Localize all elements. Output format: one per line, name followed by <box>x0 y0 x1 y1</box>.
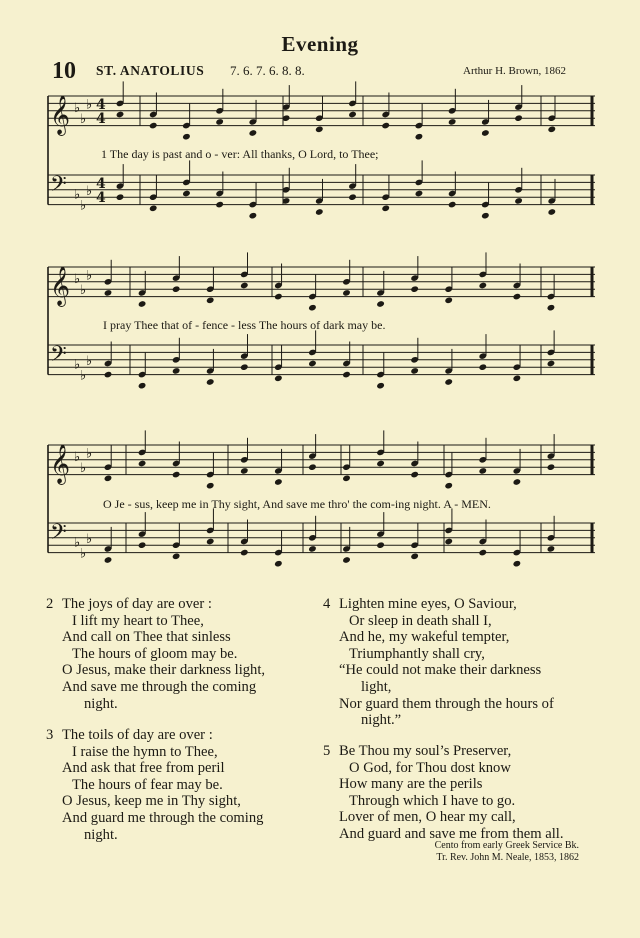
verse-line: Or sleep in death shall I, <box>349 612 492 629</box>
note-head <box>547 208 556 216</box>
note-head <box>308 463 317 471</box>
note-head <box>415 133 424 141</box>
verse-line: I lift my heart to Thee, <box>72 612 204 629</box>
note-head <box>249 129 258 137</box>
note-head <box>448 201 457 209</box>
verse-line: Nor guard them through the hours of <box>339 695 554 712</box>
note-head <box>342 556 351 564</box>
verse-5 <box>323 743 564 843</box>
note-head <box>116 111 125 119</box>
note-head <box>149 205 158 213</box>
note-head <box>149 122 158 130</box>
verse-line: And guard and save me from them all. <box>339 825 564 842</box>
note-head <box>342 475 351 483</box>
verse-line: The hours of fear may be. <box>72 776 223 793</box>
verse-2 <box>46 596 266 712</box>
verse-line: O Jesus, keep me in Thy sight, <box>62 793 241 810</box>
note-head <box>240 467 249 475</box>
verse-line: How many are the perils <box>339 776 483 793</box>
note-head <box>104 475 113 483</box>
note-head <box>138 382 147 390</box>
note-head <box>138 460 147 468</box>
verse-line: And ask that free from peril <box>62 760 225 777</box>
verse-number: 3 <box>46 727 54 743</box>
verse-line: And save me through the coming <box>62 678 257 695</box>
note-head <box>206 482 215 490</box>
verse-line: night.” <box>361 712 402 729</box>
note-head <box>206 538 215 546</box>
note-head <box>415 190 424 198</box>
note-head <box>348 193 357 201</box>
flat-sign: ♭ <box>80 283 87 299</box>
note-head <box>513 293 522 301</box>
treble-clef: 𝄞 <box>50 444 71 484</box>
verse-line: Triumphantly shall cry, <box>349 645 485 662</box>
note-head <box>138 300 147 308</box>
verse-line: Lover of men, O hear my call, <box>339 809 516 826</box>
note-head <box>240 363 249 371</box>
note-head <box>547 545 556 553</box>
note-head <box>381 122 390 130</box>
flat-sign: ♭ <box>80 368 87 384</box>
music-lyric-line-1: 1 The day is past and o - ver: All thanks, O Lord, to Thee; <box>101 147 379 161</box>
note-head <box>308 360 317 368</box>
verse-line: O God, for Thou dost know <box>349 759 511 776</box>
note-head <box>172 285 181 293</box>
page-title: Evening <box>281 32 359 56</box>
note-head <box>308 304 317 312</box>
note-head <box>444 378 453 386</box>
composer-credit: Arthur H. Brown, 1862 <box>463 65 566 77</box>
note-head <box>376 541 385 549</box>
flat-sign: ♭ <box>80 546 87 562</box>
time-signature: 4 <box>96 176 106 192</box>
flat-sign: ♭ <box>74 450 81 466</box>
note-head <box>478 549 487 557</box>
note-head <box>240 282 249 290</box>
note-head <box>514 197 523 205</box>
note-head <box>513 478 522 486</box>
bass-clef: 𝄢 <box>50 520 67 550</box>
flat-sign: ♭ <box>74 187 81 203</box>
note-head <box>478 282 487 290</box>
note-head <box>249 212 258 220</box>
note-head <box>215 201 224 209</box>
music-lyric-line-2: I pray Thee that of - fence - less The hours of dark may be. <box>103 318 386 332</box>
note-head <box>308 545 317 553</box>
verse-number: 2 <box>46 596 54 612</box>
note-head <box>513 560 522 568</box>
meter: 7. 6. 7. 6. 8. 8. <box>230 63 305 78</box>
note-head <box>547 126 556 134</box>
verse-number: 4 <box>323 596 331 612</box>
note-head <box>182 190 191 198</box>
note-head <box>315 126 324 134</box>
note-head <box>215 118 224 126</box>
note-head <box>410 471 419 479</box>
hymn-number: 10 <box>52 58 76 84</box>
verse-line: Be Thou my soul’s Preserver, <box>339 743 512 759</box>
note-head <box>478 363 487 371</box>
treble-clef: 𝄞 <box>50 266 71 306</box>
note-head <box>315 208 324 216</box>
credit-line: Tr. Rev. John M. Neale, 1853, 1862 <box>436 852 579 863</box>
verse-line: Through which I have to go. <box>349 792 516 809</box>
verse-line: O Jesus, make their darkness light, <box>62 662 266 679</box>
flat-sign: ♭ <box>74 101 81 117</box>
verse-line: light, <box>361 678 392 695</box>
note-head <box>478 467 487 475</box>
credit-line: Cento from early Greek Service Bk. <box>434 840 579 851</box>
note-head <box>444 482 453 490</box>
flat-sign: ♭ <box>86 97 93 113</box>
tune-name: ST. ANATOLIUS <box>96 63 205 78</box>
note-head <box>104 556 113 564</box>
treble-clef: 𝄞 <box>50 95 71 135</box>
flat-sign: ♭ <box>86 268 93 284</box>
flat-sign: ♭ <box>80 112 87 128</box>
note-head <box>547 304 556 312</box>
note-head <box>172 367 181 375</box>
note-head <box>172 553 181 561</box>
note-head <box>104 371 113 379</box>
verse-number: 5 <box>323 743 331 759</box>
note-head <box>410 553 419 561</box>
verse-line: The toils of day are over : <box>62 727 213 743</box>
note-head <box>348 111 357 119</box>
note-head <box>481 212 490 220</box>
time-signature: 4 <box>96 97 106 113</box>
flat-sign: ♭ <box>74 357 81 373</box>
note-head <box>547 463 556 471</box>
flat-sign: ♭ <box>80 461 87 477</box>
verse-line: And call on Thee that sinless <box>62 629 231 646</box>
note-head <box>104 289 113 297</box>
note-head <box>274 293 283 301</box>
note-head <box>448 118 457 126</box>
note-head <box>410 285 419 293</box>
verse-line: I raise the hymn to Thee, <box>72 743 218 760</box>
verse-line: night. <box>84 826 118 843</box>
note-head <box>206 378 215 386</box>
flat-sign: ♭ <box>86 531 93 547</box>
note-head <box>381 205 390 213</box>
note-head <box>206 297 215 305</box>
note-head <box>274 478 283 486</box>
verse-line: And guard me through the coming <box>62 809 264 826</box>
note-head <box>342 371 351 379</box>
flat-sign: ♭ <box>86 353 93 369</box>
note-head <box>514 114 523 122</box>
flat-sign: ♭ <box>74 535 81 551</box>
note-head <box>444 297 453 305</box>
time-signature: 4 <box>96 190 106 206</box>
note-head <box>138 541 147 549</box>
verse-4 <box>323 596 554 729</box>
note-head <box>410 367 419 375</box>
note-head <box>376 382 385 390</box>
note-head <box>376 460 385 468</box>
note-head <box>274 375 283 383</box>
note-head <box>547 360 556 368</box>
verse-line: And he, my wakeful tempter, <box>339 629 510 646</box>
verse-line: Lighten mine eyes, O Saviour, <box>339 596 517 612</box>
note-head <box>342 289 351 297</box>
note-head <box>274 560 283 568</box>
verse-line: night. <box>84 695 118 712</box>
verse-line: The joys of day are over : <box>62 596 212 612</box>
note-head <box>172 471 181 479</box>
music-lyric-line-3: O Je - sus, keep me in Thy sight, And save me thro' the com-ing night. A - MEN. <box>103 497 491 511</box>
note-head <box>513 375 522 383</box>
bass-clef: 𝄢 <box>50 172 67 202</box>
verse-3 <box>46 727 264 843</box>
note-head <box>182 133 191 141</box>
text-credits <box>393 840 579 864</box>
note-head <box>376 300 385 308</box>
note-head <box>240 549 249 557</box>
verse-line: “He could not make their darkness <box>339 662 542 679</box>
flat-sign: ♭ <box>74 272 81 288</box>
note-head <box>444 538 453 546</box>
flat-sign: ♭ <box>86 446 93 462</box>
flat-sign: ♭ <box>80 198 87 214</box>
verse-line: The hours of gloom may be. <box>72 645 238 662</box>
note-head <box>481 129 490 137</box>
flat-sign: ♭ <box>86 183 93 199</box>
bass-clef: 𝄢 <box>50 342 67 372</box>
time-signature: 4 <box>96 111 106 127</box>
note-head <box>116 193 125 201</box>
